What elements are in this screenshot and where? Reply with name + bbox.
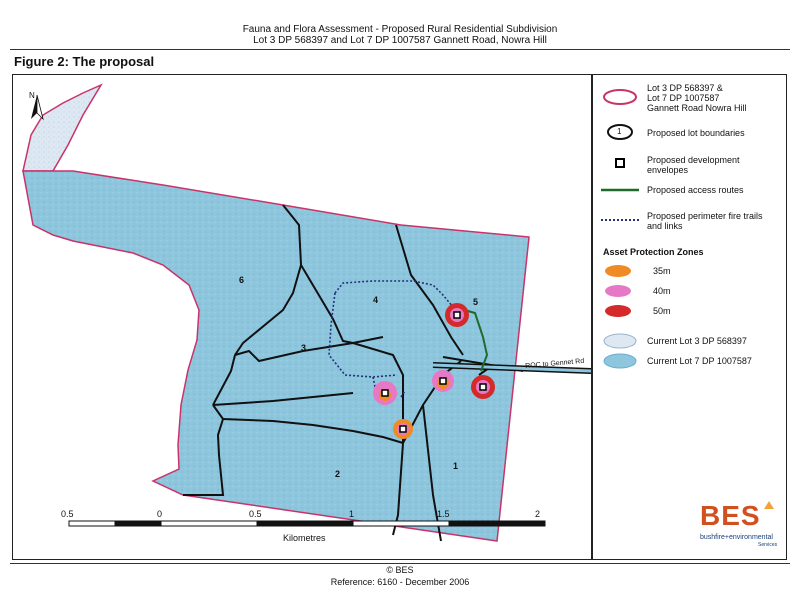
bes-logo-small: Services (758, 542, 778, 548)
proposed-lot-number: 1 (617, 127, 622, 136)
lot-label-6: 6 (239, 275, 245, 285)
legend-envelope-label: Proposed development envelopes (647, 155, 740, 175)
scale-label-5: 2 (535, 509, 541, 519)
apz-50m-swatch (603, 303, 633, 319)
current-lot-3-label: Current Lot 3 DP 568397 (647, 336, 747, 346)
north-label: N (29, 91, 35, 100)
lot-label-2: 2 (335, 469, 341, 479)
lot-outline-symbol (601, 87, 639, 107)
header-line-1: Fauna and Flora Assessment - Proposed Rural Residential Subdivision (242, 24, 558, 35)
legend-access-label: Proposed access routes (647, 185, 744, 195)
apz-heading: Asset Protection Zones (603, 247, 704, 257)
footer-copyright: © BES (386, 565, 414, 575)
apz-50m-label: 50m (653, 306, 671, 316)
flame-icon (762, 500, 776, 510)
legend-lot-label: Lot 3 DP 568397 & Lot 7 DP 1007587 Gannett Road Nowra Hill (647, 83, 747, 113)
footer-reference: Reference: 6160 - December 2006 (330, 577, 470, 587)
header-line-2: Lot 3 DP 568397 and Lot 7 DP 1007587 Gannett Road, Nowra Hill (253, 35, 547, 46)
bes-logo-word: BES (700, 500, 761, 531)
road-label: ROC to Gennet Rd (525, 357, 585, 370)
bes-logo-subtitle: bushfire+environmental (700, 534, 773, 541)
current-lot-3-swatch (601, 331, 639, 351)
scale-unit: Kilometres (283, 533, 326, 543)
legend-fire-trail-label: Proposed perimeter fire trails and links (647, 211, 763, 231)
apz-40m-label: 40m (653, 286, 671, 296)
footer-rule (10, 563, 790, 564)
lot-label-5: 5 (473, 297, 479, 307)
apz-40m-swatch (603, 283, 633, 299)
legend-panel (592, 74, 787, 560)
current-lot-7-swatch (601, 351, 639, 371)
scale-label-4: 1.5 (437, 509, 450, 519)
map-panel[interactable] (12, 74, 592, 560)
legend-lot-boundaries-label: Proposed lot boundaries (647, 128, 745, 138)
header-rule (10, 49, 790, 50)
apz-35m-swatch (603, 263, 633, 279)
fire-trail-symbol (601, 217, 639, 223)
lot-label-1: 1 (453, 461, 459, 471)
lot-label-4: 4 (373, 295, 379, 305)
scale-bar (69, 521, 545, 526)
scale-label-1: 0 (157, 509, 163, 519)
lot-label-3: 3 (301, 343, 307, 353)
apz-35m-label: 35m (653, 266, 671, 276)
current-lot-7-area (23, 171, 529, 541)
current-lot-7-label: Current Lot 7 DP 1007587 (647, 356, 752, 366)
scale-label-2: 0.5 (249, 509, 262, 519)
scale-label-3: 1 (349, 509, 355, 519)
scale-label-0: 0.5 (61, 509, 74, 519)
map-canvas[interactable] (13, 75, 591, 559)
figure-title: Figure 2: The proposal (14, 54, 155, 69)
development-envelope-symbol (614, 157, 626, 169)
access-route-symbol (601, 187, 639, 193)
